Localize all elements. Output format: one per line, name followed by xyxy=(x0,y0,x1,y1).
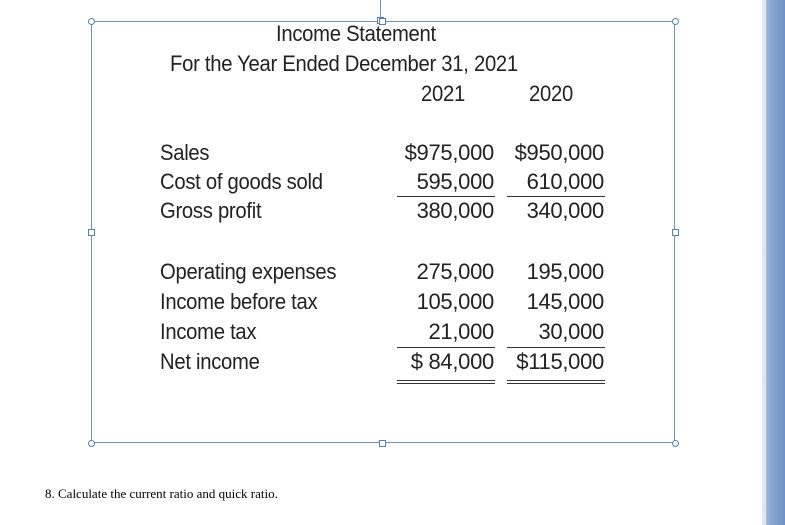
resize-handle-top-right[interactable] xyxy=(672,18,679,25)
resize-handle-bottom-right[interactable] xyxy=(672,440,679,447)
value-2021-gross-profit: 380,000 xyxy=(416,198,494,223)
statement-period: For the Year Ended December 31, 2021 xyxy=(170,51,518,76)
value-2020-income-before-tax: 145,000 xyxy=(526,289,604,314)
row-label-gross-profit: Gross profit xyxy=(160,198,262,223)
row-label-income-tax: Income tax xyxy=(160,319,257,344)
row-label-net-income: Net income xyxy=(160,349,260,374)
rule-2021-cogs xyxy=(397,196,495,197)
double-rule-2020-top xyxy=(507,380,605,381)
value-2021-income-tax: 21,000 xyxy=(428,319,494,344)
column-header-2020: 2020 xyxy=(529,81,573,106)
value-2020-operating-expenses: 195,000 xyxy=(526,259,604,284)
row-label-sales: Sales xyxy=(160,140,210,165)
row-label-income-before-tax: Income before tax xyxy=(160,289,318,314)
right-scroll-panel[interactable] xyxy=(762,0,785,525)
value-2020-gross-profit: 340,000 xyxy=(526,198,604,223)
row-label-cogs: Cost of goods sold xyxy=(160,169,323,194)
row-label-operating-expenses: Operating expenses xyxy=(160,259,337,284)
value-2021-income-before-tax: 105,000 xyxy=(416,289,494,314)
resize-handle-left[interactable] xyxy=(88,229,95,236)
question-text: 8. Calculate the current ratio and quick ratio. xyxy=(45,486,278,501)
resize-handle-right[interactable] xyxy=(672,229,679,236)
resize-handle-bottom[interactable] xyxy=(379,440,386,447)
value-2020-income-tax: 30,000 xyxy=(538,319,604,344)
panel-edge xyxy=(762,0,766,525)
double-rule-2021-bottom xyxy=(397,383,495,384)
double-rule-2020-bottom xyxy=(507,383,605,384)
value-2020-cogs: 610,000 xyxy=(526,169,604,194)
value-2021-sales: $975,000 xyxy=(404,140,494,165)
rule-2020-income-tax xyxy=(507,347,605,348)
value-2021-net-income: $ 84,000 xyxy=(410,349,494,374)
rule-2021-income-tax xyxy=(397,347,495,348)
value-2020-net-income: $115,000 xyxy=(516,349,604,374)
value-2021-cogs: 595,000 xyxy=(416,169,494,194)
resize-handle-bottom-left[interactable] xyxy=(88,440,95,447)
value-2020-sales: $950,000 xyxy=(514,140,604,165)
double-rule-2021-top xyxy=(397,380,495,381)
statement-title: Income Statement xyxy=(276,21,436,46)
resize-handle-top-left[interactable] xyxy=(88,18,95,25)
column-header-2021: 2021 xyxy=(421,81,465,106)
rule-2020-cogs xyxy=(507,196,605,197)
value-2021-operating-expenses: 275,000 xyxy=(416,259,494,284)
